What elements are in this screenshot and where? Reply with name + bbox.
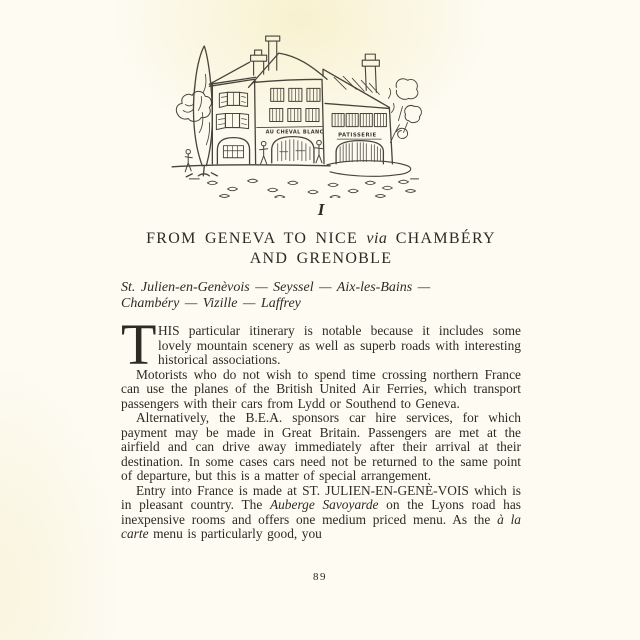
inn-illustration — [158, 32, 482, 198]
paragraph-4-run: menu is particularly good, you — [148, 526, 322, 541]
chapter-content — [121, 200, 521, 542]
sign-patisserie: PATISSERIE — [338, 132, 377, 139]
page-number: 89 — [313, 571, 327, 583]
route-line2: Chambéry — Vizille — Laffrey — [121, 295, 301, 311]
building-left — [209, 62, 255, 164]
title-line1-pre: FROM GENEVA TO NICE — [146, 230, 367, 247]
paragraph-1 — [121, 312, 521, 377]
route-line1: St. Julien-en-Genèvois — Seyssel — Aix-les-Bains — — [121, 280, 431, 295]
inn-sketch-svg — [158, 32, 482, 198]
title-via: via — [366, 230, 388, 247]
chapter-numeral: I — [317, 200, 325, 219]
paragraph-4-run: Entry into France is made at ST. JULIEN-EN-GENÈ-VOIS which is in pleasant country. The — [121, 482, 521, 512]
route-summary — [121, 280, 521, 311]
title-line2: AND GRENOBLE — [249, 249, 393, 267]
paragraph-4-italic-alacarte: à la carte — [121, 511, 521, 541]
paragraph-4 — [121, 484, 521, 542]
tree-right-icon — [388, 79, 421, 143]
paragraph-2: Motorists who do not wish to spend time crossing northern France can use the planes of the British United Air Ferries, which transport passengers with their cars from Lydd or Southend to Geneva. — [121, 366, 521, 411]
paragraph-3: Alternatively, the B.E.A. sponsors car hire services, for which payment may be made in Great Britain. Passengers are met at the airfield and can drive away immediately after their arrival at their destination. In some cases cars need not be returned to the same point of departure, but this is a matter of special arrangement. — [121, 410, 521, 483]
title-line1-post: CHAMBÉRY — [387, 230, 496, 247]
building-center — [249, 36, 327, 164]
paragraph-4-run: on the Lyons road has inexpensive rooms and offers one medium priced menu. As the — [121, 497, 521, 527]
chapter-title — [121, 229, 521, 268]
dropcap-letter: T — [121, 312, 157, 377]
cobblestones — [189, 179, 418, 198]
building-right — [323, 54, 411, 176]
body-text — [121, 312, 521, 542]
paragraph-1-text: HIS particular itinerary is notable because it includes some lovely mountain scenery as well as superb roads with interesting historical associations. — [158, 323, 521, 367]
figure-icons — [185, 140, 323, 171]
paragraph-4-italic-auberge: Auberge Savoyarde — [269, 497, 379, 512]
street-line — [172, 165, 330, 167]
sign-au-cheval-blanc: AU CHEVAL BLANC — [265, 129, 324, 136]
